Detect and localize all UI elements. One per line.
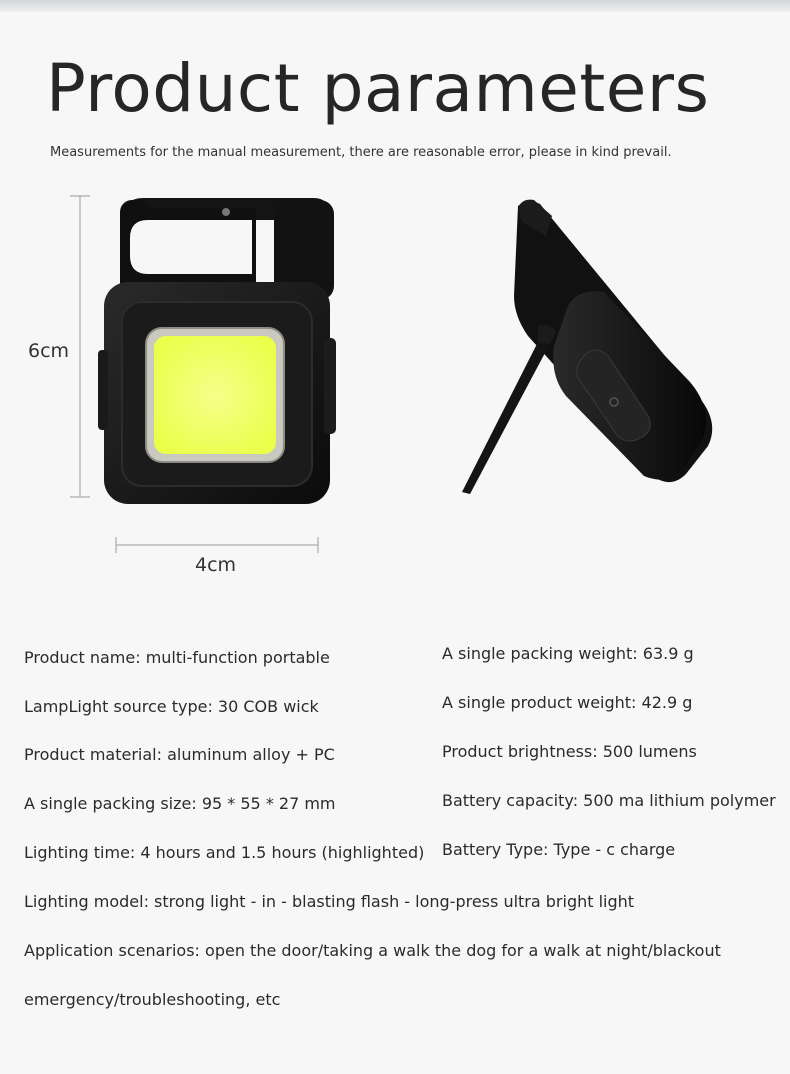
page-subtitle: Measurements for the manual measurement, there are reasonable error, please in kind prevail. [50, 145, 672, 160]
spec-material: Product material: aluminum alloy + PC [24, 745, 335, 764]
flashlight-side-view-image [458, 196, 728, 506]
width-dimension-label: 4cm [195, 554, 237, 576]
spec-lighting-model: Lighting model: strong light - in - blasting flash - long-press ultra bright light [24, 892, 635, 911]
height-dimension-label: 6cm [28, 340, 70, 362]
spec-packing-weight: A single packing weight: 63.9 g [442, 644, 694, 663]
spec-battery-capacity: Battery capacity: 500 ma lithium polymer [442, 791, 776, 810]
spec-brightness: Product brightness: 500 lumens [442, 742, 697, 761]
spec-packing-size: A single packing size: 95 * 55 * 27 mm [24, 794, 336, 813]
spec-lighting-time: Lighting time: 4 hours and 1.5 hours (highlighted) [24, 843, 425, 862]
spec-battery-type: Battery Type: Type - c charge [442, 840, 676, 859]
page-title: Product parameters [46, 50, 710, 127]
spec-light-source: LampLight source type: 30 COB wick [24, 697, 319, 716]
spec-application-scenarios: Application scenarios: open the door/taking a walk the dog for a walk at night/blackout [24, 941, 721, 960]
spec-product-weight: A single product weight: 42.9 g [442, 693, 693, 712]
spec-application-scenarios-cont: emergency/troubleshooting, etc [24, 990, 281, 1009]
spec-product-name: Product name: multi-function portable [24, 648, 330, 667]
flashlight-front-view-image [96, 190, 346, 510]
